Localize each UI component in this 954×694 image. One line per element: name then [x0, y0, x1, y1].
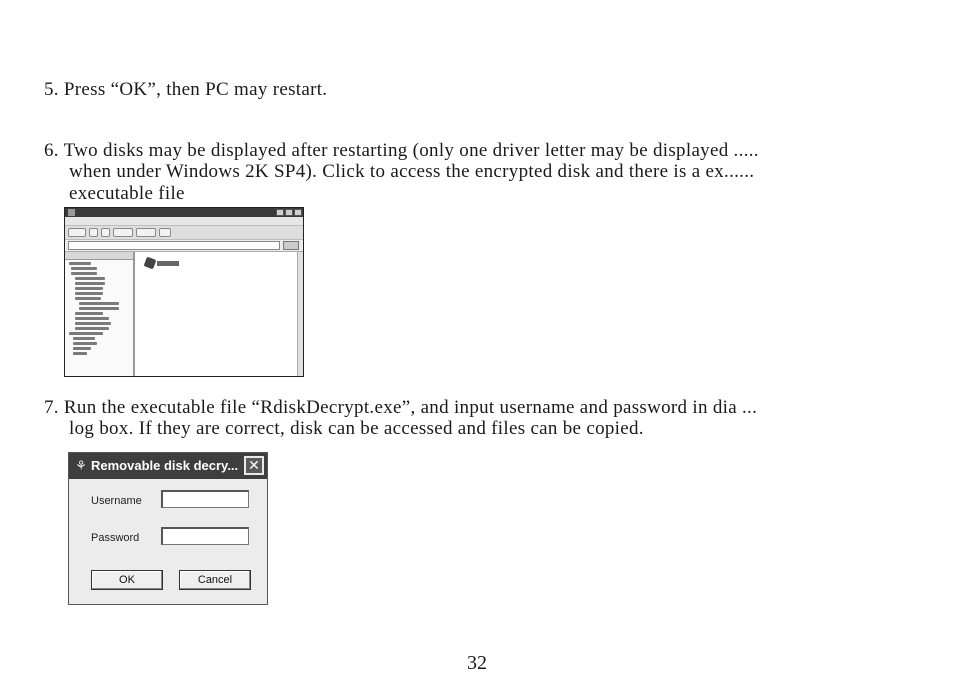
decrypt-dialog — [68, 452, 268, 605]
window-controls — [276, 209, 302, 216]
tree-row — [73, 352, 87, 355]
page-number: 32 — [467, 652, 487, 674]
explorer-menu-bar — [65, 217, 303, 225]
step-6-line-3: executable file — [69, 183, 185, 204]
executable-file-icon — [144, 257, 157, 270]
username-input[interactable] — [161, 490, 249, 508]
explorer-title-bar — [65, 208, 303, 217]
maximize-icon — [285, 209, 293, 216]
tree-row — [71, 267, 97, 270]
step-7-text-1: Run the executable file “RdiskDecrypt.exe”, and input username and password in dia ... — [63, 397, 758, 418]
up-button — [101, 228, 110, 237]
ok-button[interactable]: OK — [91, 570, 163, 590]
tree-row — [79, 302, 119, 305]
step-6-line-2: when under Windows 2K SP4). Click to access the encrypted disk and there is a ex...... — [69, 161, 755, 182]
file-label-placeholder — [157, 261, 179, 266]
explorer-scrollbar — [297, 252, 303, 376]
views-button — [159, 228, 171, 237]
password-input[interactable] — [161, 527, 249, 545]
minimize-icon — [276, 209, 284, 216]
tree-header — [65, 252, 133, 260]
password-label: Password — [91, 532, 140, 544]
tree-row — [69, 262, 91, 265]
dialog-title: Removable disk decry... — [91, 458, 239, 473]
step-7-line-2: log box. If they are correct, disk can be accessed and files can be copied. — [69, 418, 644, 439]
tree-row — [75, 277, 105, 280]
tree-row — [75, 317, 109, 320]
tree-row — [75, 297, 101, 300]
tree-row — [75, 327, 109, 330]
encrypted-disk-item — [145, 258, 179, 268]
forward-button — [89, 228, 98, 237]
tree-row — [75, 287, 103, 290]
tree-row — [69, 332, 103, 335]
step-7-line-1 — [44, 398, 757, 418]
explorer-body — [65, 252, 303, 376]
step-5-text: Press “OK”, then PC may restart. — [63, 79, 328, 100]
address-field — [68, 241, 280, 250]
cancel-button[interactable]: Cancel — [179, 570, 251, 590]
step-5-line-1 — [44, 80, 327, 100]
app-icon: ⚘ — [75, 458, 87, 473]
search-button — [113, 228, 133, 237]
tree-row — [75, 282, 105, 285]
tree-row — [75, 312, 103, 315]
explorer-address-bar — [65, 240, 303, 252]
tree-row — [75, 292, 103, 295]
step-6-line-1 — [44, 141, 759, 161]
step-6-number: 6. — [44, 140, 59, 161]
back-button — [68, 228, 86, 237]
tree-row — [71, 272, 97, 275]
tree-row — [73, 347, 91, 350]
folder-icon — [68, 209, 75, 216]
folder-tree — [65, 252, 135, 376]
tree-row — [73, 342, 97, 345]
close-button[interactable]: ✕ — [244, 456, 264, 475]
close-icon — [294, 209, 302, 216]
explorer-toolbar — [65, 225, 303, 240]
folders-button — [136, 228, 156, 237]
step-5-number: 5. — [44, 79, 59, 100]
dialog-title-bar — [69, 453, 267, 479]
tree-row — [79, 307, 119, 310]
explorer-window-screenshot — [64, 207, 304, 377]
step-6-text-1: Two disks may be displayed after restarting (only one driver letter may be displayed ..... — [63, 140, 759, 161]
file-pane — [135, 252, 303, 376]
tree-row — [73, 337, 95, 340]
go-button — [283, 241, 299, 250]
step-7-number: 7. — [44, 397, 59, 418]
tree-row — [75, 322, 111, 325]
username-label: Username — [91, 495, 142, 507]
